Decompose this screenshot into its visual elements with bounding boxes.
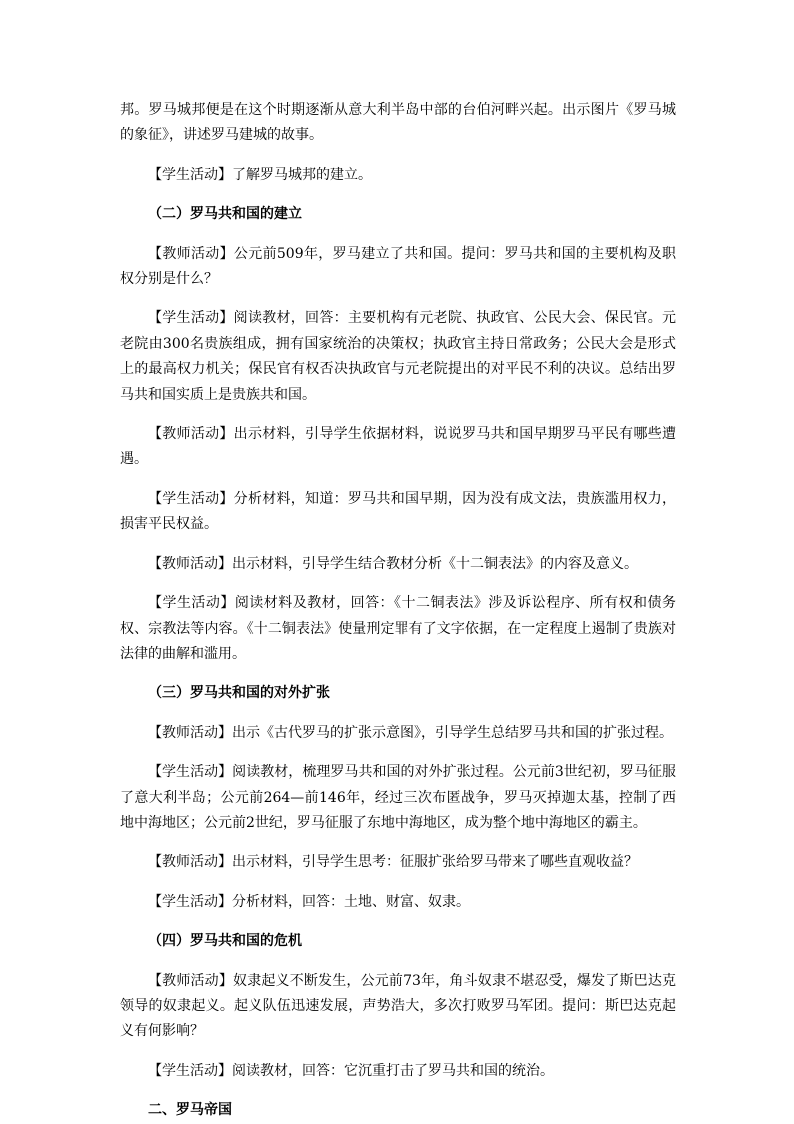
paragraph: 【教师活动】奴隶起义不断发生，公元前73年，角斗奴隶不堪忍受，爆发了斯巴达克领导的奴隶起义。起义队伍迅速发展，声势浩大，多次打败罗马军团。提问：斯巴达克起义有何影响？ bbox=[120, 972, 676, 1040]
paragraph: 【学生活动】阅读材料及教材，回答：《十二铜表法》涉及诉讼程序、所有权和债务权、宗教法等内容。《十二铜表法》使量刑定罪有了文字依据，在一定程度上遏制了贵族对法律的曲解和滥用。 bbox=[120, 595, 676, 662]
paragraph: 【学生活动】阅读教材，回答：主要机构有元老院、执政官、公民大会、保民官。元老院由300名贵族组成，拥有国家统治的决策权；执政官主持日常政务；公民大会是形式上的最高权力机关；保民官有权否决执政官与元老院提出的对平民不利的决议。总结出罗马共和国实质上是贵族共和国。 bbox=[120, 310, 676, 403]
section-heading: 二、罗马帝国 bbox=[148, 1102, 232, 1119]
paragraph: 【学生活动】分析材料，回答：土地、财富、奴隶。 bbox=[148, 893, 470, 910]
paragraph: 【教师活动】公元前509年，罗马建立了共和国。提问：罗马共和国的主要机构及职权分别是什么？ bbox=[120, 245, 676, 288]
paragraph: 【教师活动】出示材料，引导学生依据材料，说说罗马共和国早期罗马平民有哪些遭遇。 bbox=[120, 426, 676, 468]
paragraph: 【学生活动】分析材料，知道：罗马共和国早期，因为没有成文法，贵族滥用权力，损害平民权益。 bbox=[120, 490, 676, 533]
section-heading: （三）罗马共和国的对外扩张 bbox=[148, 685, 330, 702]
section-heading: （四）罗马共和国的危机 bbox=[148, 933, 302, 950]
paragraph: 【教师活动】出示材料，引导学生结合教材分析《十二铜表法》的内容及意义。 bbox=[148, 555, 638, 572]
document-body bbox=[120, 98, 676, 1124]
paragraph: 邦。罗马城邦便是在这个时期逐渐从意大利半岛中部的台伯河畔兴起。出示图片《罗马城的象征》，讲述罗马建城的故事。 bbox=[120, 102, 676, 144]
paragraph: 【学生活动】了解罗马城邦的建立。 bbox=[148, 166, 372, 183]
section-heading: （二）罗马共和国的建立 bbox=[148, 206, 302, 223]
paragraph: 【学生活动】阅读教材，回答：它沉重打击了罗马共和国的统治。 bbox=[148, 1062, 554, 1079]
paragraph: 【学生活动】阅读教材，梳理罗马共和国的对外扩张过程。公元前3世纪初，罗马征服了意大利半岛；公元前264—前146年，经过三次布匿战争，罗马灭掉迦太基，控制了西地中海地区；公元前2世纪，罗马征服了东地中海地区，成为整个地中海地区的霸主。 bbox=[120, 764, 676, 831]
paragraph: 【教师活动】出示《古代罗马的扩张示意图》，引导学生总结罗马共和国的扩张过程。 bbox=[148, 724, 673, 741]
paragraph: 【教师活动】出示材料，引导学生思考：征服扩张给罗马带来了哪些直观收益？ bbox=[148, 854, 638, 871]
